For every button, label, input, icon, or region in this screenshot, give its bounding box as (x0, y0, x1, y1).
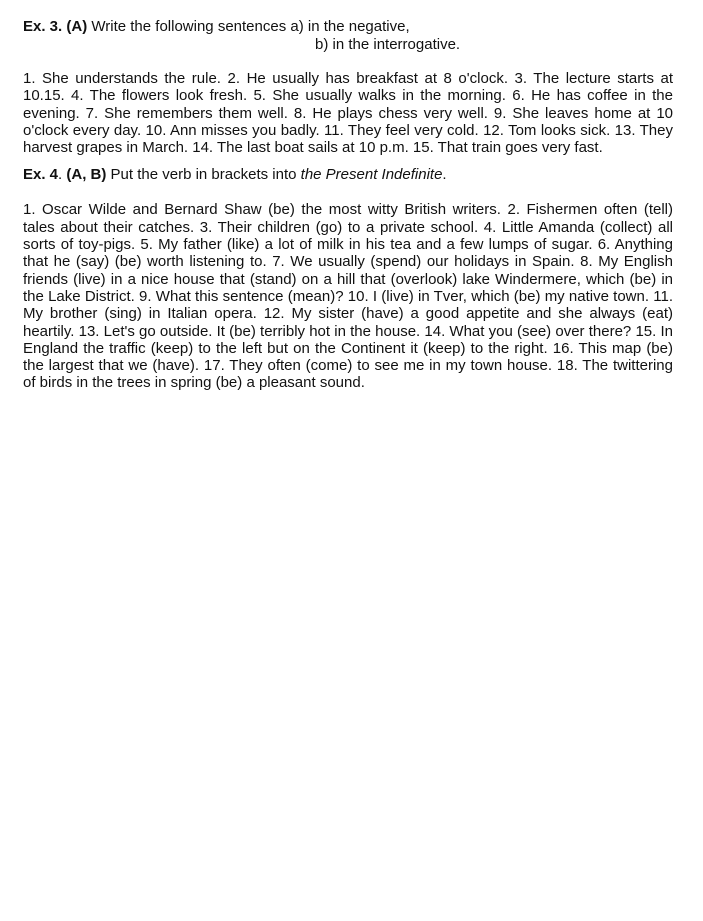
exercise-3-sentences: 1. She understands the rule. 2. He usually has breakfast at 8 o'clock. 3. The lecture starts at 10.15. 4. The flowers look fresh. 5. She usually walks in the morning. 6. He has coffee in the evening. 7. She remembers them well. 8. He plays chess very well. 9. She leaves home at 10 o'clock every day. 10. Ann misses you badly. 11. They feel very cold. 12. Tom looks sick. 13. They harvest grapes in March. 14. The last boat sails at 10 p.m. 15. That train goes very fast. (23, 70, 673, 157)
exercise-3-instruction-line2: b) in the interrogative. (315, 36, 461, 53)
document-page (23, 18, 673, 392)
exercise-3-level: (A) (66, 18, 88, 35)
exercise-4-instruction: Put the verb in brackets into (106, 166, 301, 184)
exercise-3-instruction: Write the following sentences a) in the negative, (87, 18, 410, 35)
exercise-4-level: (A, B) (66, 166, 107, 184)
exercise-3-label: Ex. 3. (23, 18, 63, 35)
exercise-4-sentences: 1. Oscar Wilde and Bernard Shaw (be) the most witty British writers. 2. Fishermen often (tell) tales about their catches. 3. Their children (go) to a private school. 4. Little Amanda (collect) all sorts of toy-pigs. 5. My father (like) a lot of milk in his tea and a few lumps of sugar. 6. Anything that he (say) (be) worth listening to. 7. We usually (spend) our holidays in Spain. 8. My English friends (live) in a nice house that (stand) on a hill that (overlook) lake Windermere, which (be) in the Lake District. 9. What this sentence (mean)? 10. I (live) in Tver, which (be) my native town. 11. My brother (sing) in Italian opera. 12. My sister (have) a good appetite and she always (eat) heartily. 13. Let's go outside. It (be) terribly hot in the house. 14. What you (see) over there? 15. In England the traffic (keep) to the left but on the Continent it (keep) to the right. 16. This map (be) the largest that we (have). 17. They often (come) to see me in my town house. 18. The twittering of birds in the trees in spring (be) a pleasant sound. (23, 201, 673, 392)
exercise-3-heading (23, 18, 673, 36)
exercise-4-tense: the Present Indefinite (300, 166, 443, 184)
exercise-4-end: . (442, 166, 447, 184)
exercise-4-heading (23, 166, 673, 184)
exercise-4-label: Ex. 4 (23, 166, 59, 184)
exercise-4-separator: . (58, 166, 67, 184)
